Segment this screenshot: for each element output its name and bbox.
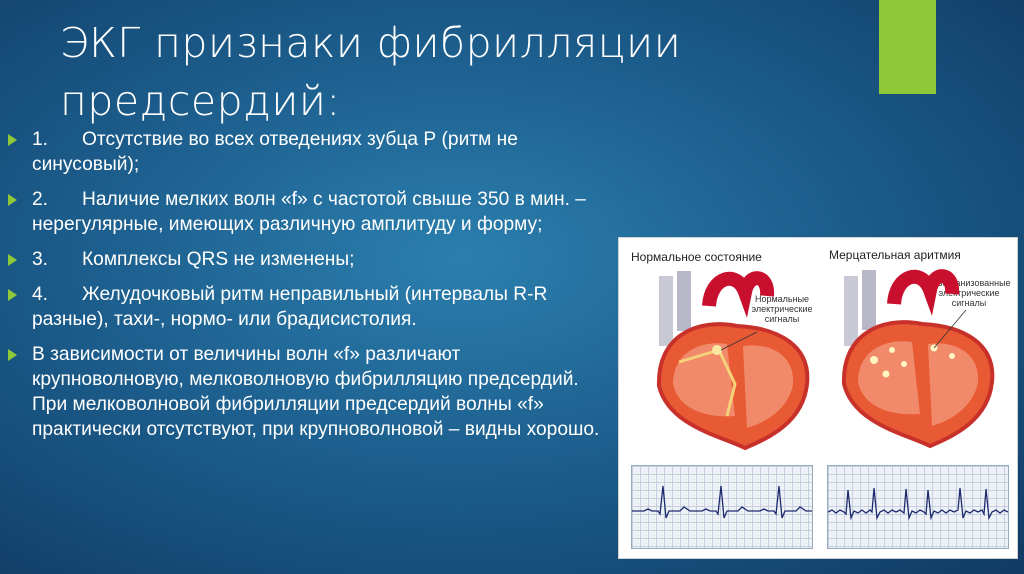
bullet-text: В зависимости от величины волн «f» различают крупноволновую, мелковолновую фибрилляцию предсердий. При мелковолновой фибрилляции предсердий волны «f» практически отсутствуют, при крупноволновой – видны хорошо.	[32, 344, 600, 440]
bullet-text: Наличие мелких волн «f» с частотой свыше 350 в мин. – нерегулярные, имеющих различную амплитуду и форму;	[32, 189, 586, 235]
fibrillation-ecg-strip	[827, 465, 1009, 549]
bullet-text: Желудочковый ритм неправильный (интервалы R-R разные), тахи-, нормо- или брадисистолия.	[32, 284, 548, 330]
bullet-number: 1.	[32, 129, 49, 150]
bullet-number: 2.	[32, 189, 49, 210]
bullet-arrow-icon	[8, 349, 17, 361]
right-signal-label: Дезорганизованные электрические сигналы	[927, 278, 1011, 308]
fibrillation-ecg-trace	[828, 466, 1008, 548]
left-signal-label: Нормальные электрические сигналы	[751, 294, 813, 324]
bullet-number: 3.	[32, 249, 49, 270]
normal-heart-illustration	[639, 266, 839, 456]
bullet-list	[6, 127, 616, 452]
accent-bar	[879, 0, 936, 94]
slide-title: ЭКГ признаки фибрилляции предсердий:	[60, 19, 682, 125]
bullet-item	[6, 187, 616, 237]
left-caption: Нормальное состояние	[631, 250, 762, 264]
bullet-arrow-icon	[8, 194, 17, 206]
bullet-item	[6, 342, 616, 442]
bullet-item	[6, 282, 616, 332]
normal-ecg-trace	[632, 466, 812, 548]
bullet-item	[6, 127, 616, 177]
heart-ecg-figure	[618, 237, 1018, 559]
bullet-text: Комплексы QRS не изменены;	[82, 249, 355, 270]
right-caption: Мерцательная аритмия	[829, 248, 961, 262]
bullet-arrow-icon	[8, 254, 17, 266]
fibrillation-heart-illustration	[834, 264, 1019, 454]
bullet-text: Отсутствие во всех отведениях зубца Р (ритм не синусовый);	[32, 129, 518, 175]
bullet-arrow-icon	[8, 289, 17, 301]
bullet-number: 4.	[32, 284, 49, 305]
bullet-item	[6, 247, 616, 272]
normal-ecg-strip	[631, 465, 813, 549]
bullet-arrow-icon	[8, 134, 17, 146]
